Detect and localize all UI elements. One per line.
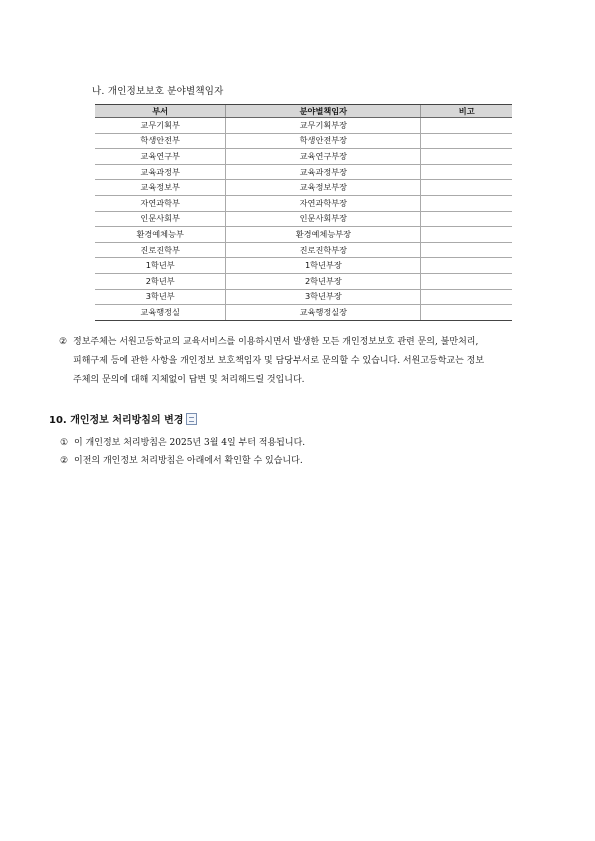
cell-department: 1학년부 (95, 258, 226, 274)
responsibility-table (95, 104, 512, 321)
item-text: 이 개인정보 처리방침은 2025년 3월 4일 부터 적용됩니다. (74, 438, 306, 448)
cell-remarks (421, 133, 512, 149)
cell-remarks (421, 118, 512, 134)
cell-responsible: 교육과정부장 (226, 164, 421, 180)
paragraph-marker: ② (59, 337, 68, 347)
cell-department: 교육행정실 (95, 305, 226, 321)
cell-remarks (421, 149, 512, 165)
cell-remarks (421, 242, 512, 258)
cell-department: 자연과학부 (95, 195, 226, 211)
cell-responsible: 교무기획부장 (226, 118, 421, 134)
table-row (95, 211, 512, 227)
cell-department: 교육연구부 (95, 149, 226, 165)
table-header-row (95, 105, 512, 118)
cell-responsible: 교육연구부장 (226, 149, 421, 165)
cell-remarks (421, 273, 512, 289)
cell-remarks (421, 305, 512, 321)
section-title-text: 10. 개인정보 처리방침의 변경 (49, 415, 184, 426)
table-row (95, 227, 512, 243)
contact-paragraph (59, 333, 539, 390)
cell-remarks (421, 180, 512, 196)
cell-remarks (421, 289, 512, 305)
cell-department: 인문사회부 (95, 211, 226, 227)
cell-remarks (421, 211, 512, 227)
cell-remarks (421, 227, 512, 243)
cell-department: 교육정보부 (95, 180, 226, 196)
header-responsible: 분야별책임자 (226, 105, 421, 118)
cell-responsible: 인문사회부장 (226, 211, 421, 227)
item-text: 이전의 개인정보 처리방침은 아래에서 확인할 수 있습니다. (74, 456, 303, 466)
header-remarks: 비고 (421, 105, 512, 118)
table-row (95, 289, 512, 305)
table-row (95, 149, 512, 165)
cell-remarks (421, 195, 512, 211)
paragraph-line-3: 주체의 문의에 대해 지체없이 답변 및 처리해드릴 것입니다. (73, 375, 305, 385)
cell-responsible: 교육정보부장 (226, 180, 421, 196)
cell-department: 교무기획부 (95, 118, 226, 134)
cell-department: 학생안전부 (95, 133, 226, 149)
cell-responsible: 교육행정실장 (226, 305, 421, 321)
subheading: 나. 개인정보보호 분야별책임자 (92, 86, 224, 97)
item-marker: ① (60, 438, 69, 448)
table-row (95, 164, 512, 180)
cell-responsible: 1학년부장 (226, 258, 421, 274)
table-row (95, 195, 512, 211)
document-icon[interactable] (186, 413, 197, 425)
list-item (60, 435, 305, 448)
table-row (95, 305, 512, 321)
cell-department: 진로진학부 (95, 242, 226, 258)
header-department: 부서 (95, 105, 226, 118)
table-row (95, 273, 512, 289)
cell-department: 3학년부 (95, 289, 226, 305)
table-row (95, 258, 512, 274)
table-row (95, 133, 512, 149)
item-marker: ② (60, 456, 69, 466)
cell-remarks (421, 164, 512, 180)
cell-department: 환경예체능부 (95, 227, 226, 243)
cell-remarks (421, 258, 512, 274)
cell-department: 교육과정부 (95, 164, 226, 180)
cell-responsible: 자연과학부장 (226, 195, 421, 211)
paragraph-line-2: 피해구제 등에 관한 사항을 개인정보 보호책임자 및 담당부서로 문의할 수 있습니다. 서원고등학교는 정보 (73, 356, 485, 366)
cell-department: 2학년부 (95, 273, 226, 289)
cell-responsible: 2학년부장 (226, 273, 421, 289)
cell-responsible: 3학년부장 (226, 289, 421, 305)
cell-responsible: 진로진학부장 (226, 242, 421, 258)
cell-responsible: 학생안전부장 (226, 133, 421, 149)
cell-responsible: 환경예체능부장 (226, 227, 421, 243)
table-row (95, 118, 512, 134)
section-title (49, 411, 197, 426)
table-row (95, 180, 512, 196)
list-item (60, 453, 303, 466)
table-row (95, 242, 512, 258)
paragraph-line-1: 정보주체는 서원고등학교의 교육서비스를 이용하시면서 발생한 모든 개인정보보호 관련 문의, 불만처리, (73, 337, 479, 347)
